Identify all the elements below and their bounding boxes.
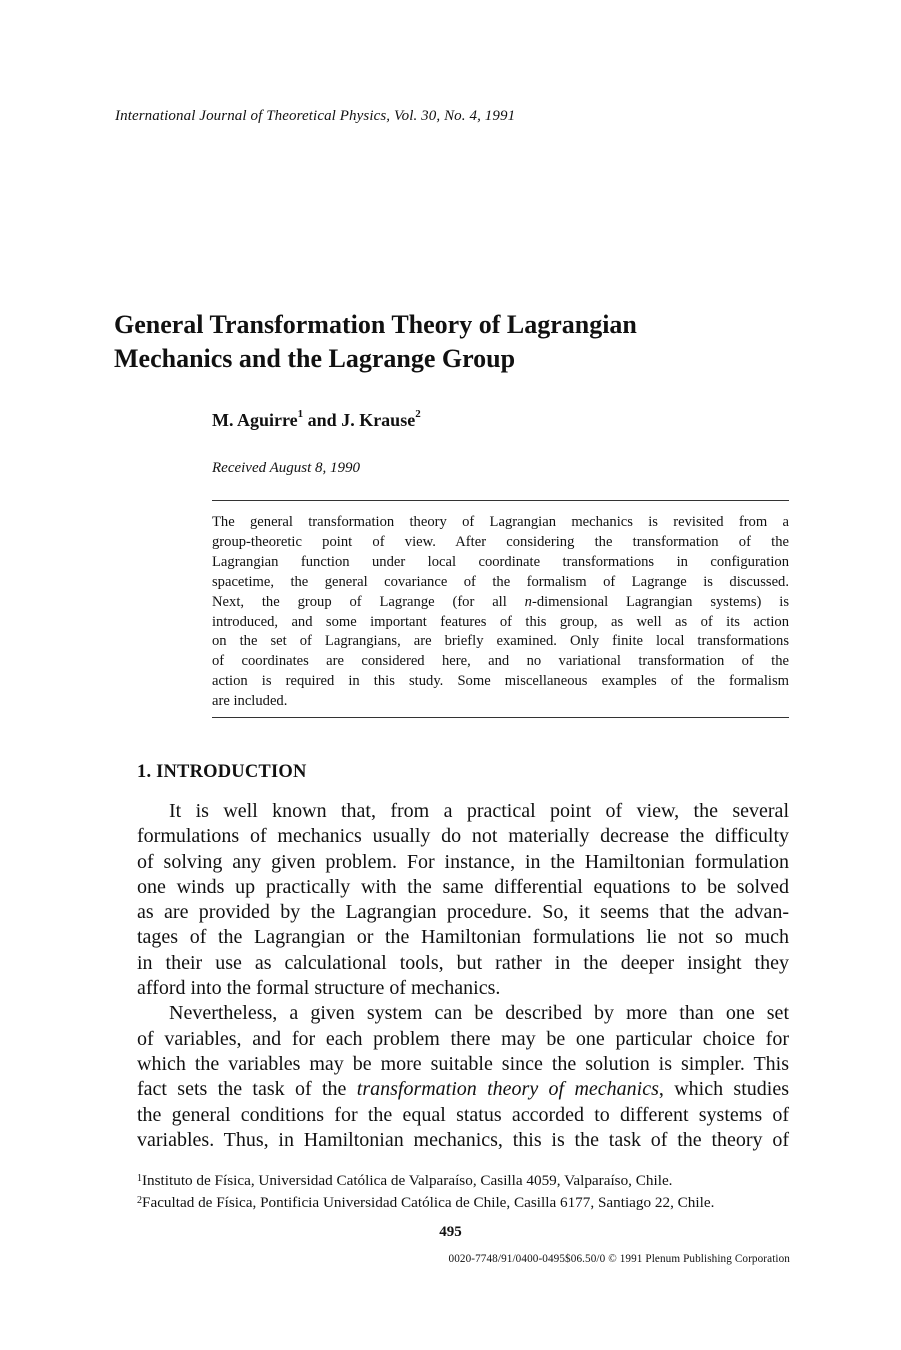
emphasized-term: transformation theory of mechanics xyxy=(356,1078,659,1101)
title-line: Mechanics and the Lagrange Group xyxy=(114,344,516,373)
abstract-line: spacetime, the general covariance of the formalism of Lagrange is discussed. xyxy=(212,573,789,590)
footnotes xyxy=(137,1170,797,1213)
page-number: 495 xyxy=(439,1224,462,1240)
affiliation-mark: 2 xyxy=(415,408,421,420)
abstract-line: of coordinates are considered here, and no variational transformation of the xyxy=(212,653,789,670)
abstract-line: are included. xyxy=(212,693,288,710)
footnote xyxy=(137,1170,797,1192)
body-line: It is well known that, from a practical point of view, the several xyxy=(169,800,789,822)
footnote-mark: 2 xyxy=(137,1194,142,1206)
body-line-part: , which studies xyxy=(658,1078,789,1101)
author-list xyxy=(212,410,421,431)
body-line: variables. Thus, in Hamiltonian mechanics, this is the task of the theory of xyxy=(137,1128,789,1151)
author-separator: and xyxy=(303,410,342,430)
body-line: which the variables may be more suitable since the solution is simpler. This xyxy=(137,1052,789,1075)
body-line: of variables, and for each problem there may be one particular choice for xyxy=(137,1027,789,1050)
body-line: tages of the Lagrangian or the Hamiltonian formulations lie not so much xyxy=(137,926,789,949)
footnote-text: Facultad de Física, Pontificia Universidad Católica de Chile, Casilla 6177, Santiago 22, Chile. xyxy=(142,1193,715,1211)
body-line: formulations of mechanics usually do not materially decrease the difficulty xyxy=(137,825,789,848)
section-heading: 1. INTRODUCTION xyxy=(137,762,307,782)
publisher-imprint: 0020-7748/91/0400-0495$06.50/0 © 1991 Plenum Publishing Corporation xyxy=(448,1253,790,1265)
body-line: in their use as calculational tools, but rather in the deeper insight they xyxy=(137,951,789,974)
abstract-line: group-theoretic point of view. After considering the transformation of the xyxy=(212,533,789,550)
author-name: M. Aguirre xyxy=(212,410,298,430)
body-line: Nevertheless, a given system can be described by more than one set xyxy=(169,1002,789,1025)
abstract-line: on the set of Lagrangians, are briefly examined. Only finite local transformations xyxy=(212,633,789,650)
abstract xyxy=(212,513,789,712)
abstract-bottom-rule xyxy=(212,717,789,718)
abstract-line: Lagrangian function under local coordinate transformations in configuration xyxy=(212,553,789,570)
body-line: one winds up practically with the same differential equations to be solved xyxy=(137,875,789,898)
footnote xyxy=(137,1192,797,1214)
body-line: the general conditions for the equal status accorded to different systems of xyxy=(137,1103,789,1126)
abstract-line: The general transformation theory of Lagrangian mechanics is revisited from a xyxy=(212,514,789,530)
journal-citation: International Journal of Theoretical Physics, Vol. 30, No. 4, 1991 xyxy=(115,108,516,124)
abstract-line: Next, the group of Lagrange (for all n-dimensional Lagrangian systems) is xyxy=(212,593,789,610)
footnote-mark: 1 xyxy=(137,1173,142,1184)
author-name: J. Krause xyxy=(341,410,416,430)
body-line: as are provided by the Lagrangian procedure. So, it seems that the advan- xyxy=(137,901,789,924)
paper-title xyxy=(114,308,794,376)
body-text xyxy=(137,799,789,1153)
body-line xyxy=(137,1077,789,1102)
body-line-part: fact sets the task of the xyxy=(137,1078,357,1101)
body-line: afford into the formal structure of mechanics. xyxy=(137,977,501,1000)
footnote-text: Instituto de Física, Universidad Católica de Valparaíso, Casilla 4059, Valparaíso, Chile. xyxy=(142,1172,673,1189)
title-line: General Transformation Theory of Lagrangian xyxy=(114,310,637,339)
abstract-top-rule xyxy=(212,500,789,501)
affiliation-mark: 1 xyxy=(297,408,304,420)
body-line: of solving any given problem. For instance, in the Hamiltonian formulation xyxy=(137,850,789,873)
abstract-line: introduced, and some important features of this group, as well as of its action xyxy=(212,613,789,630)
abstract-line: action is required in this study. Some miscellaneous examples of the formalism xyxy=(212,673,789,690)
received-date: Received August 8, 1990 xyxy=(212,460,361,476)
